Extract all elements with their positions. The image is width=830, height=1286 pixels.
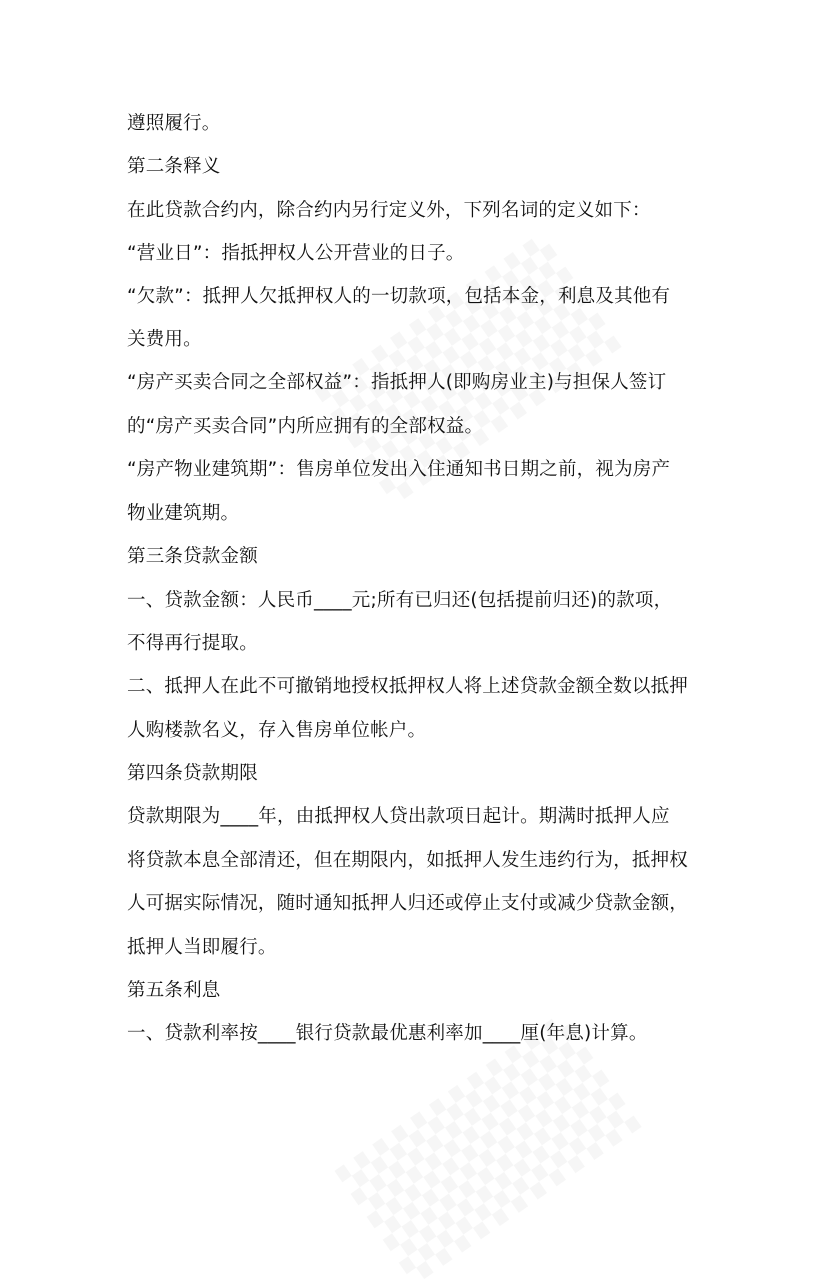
text-line: 一、贷款利率按____银行贷款最优惠利率加____厘(年息)计算。 (127, 1023, 648, 1044)
text-line: 在此贷款合约内，除合约内另行定义外，下列名词的定义如下： (127, 200, 651, 221)
text-line: 将贷款本息全部清还，但在期限内，如抵押人发生违约行为，抵押权 (127, 850, 689, 871)
text-line: “欠款”：抵押人欠抵押权人的一切款项，包括本金，利息及其他有 (127, 286, 671, 307)
section-heading: 第三条贷款金额 (127, 546, 258, 567)
text-line: 一、贷款金额：人民币____元;所有已归还(包括提前归还)的款项， (127, 590, 673, 611)
section-heading: 第五条利息 (127, 980, 221, 1001)
text-line: “房产物业建筑期”：售房单位发出入住通知书日期之前，视为房产 (127, 459, 671, 480)
text-line: 不得再行提取。 (127, 633, 258, 654)
text-line: 贷款期限为____年，由抵押权人贷出款项日起计。期满时抵押人应 (127, 806, 670, 827)
text-line: “房产买卖合同之全部权益”：指抵押人(即购房业主)与担保人签订 (127, 372, 667, 393)
text-line: 的“房产买卖合同”内所应拥有的全部权益。 (127, 416, 484, 437)
text-line: 二、抵押人在此不可撤销地授权抵押权人将上述贷款金额全数以抵押 (127, 676, 689, 697)
text-line: 人可据实际情况，随时通知抵押人归还或停止支付或减少贷款金额， (127, 893, 689, 914)
text-line: 物业建筑期。 (127, 503, 240, 524)
watermark (335, 1013, 642, 1286)
text-line: 关费用。 (127, 329, 202, 350)
section-heading: 第二条释义 (127, 156, 221, 177)
text-line: 人购楼款名义，存入售房单位帐户。 (127, 720, 427, 741)
text-line: 遵照履行。 (127, 113, 221, 134)
text-line: “营业日”：指抵押权人公开营业的日子。 (127, 243, 465, 264)
text-line: 抵押人当即履行。 (127, 937, 277, 958)
section-heading: 第四条贷款期限 (127, 763, 258, 784)
